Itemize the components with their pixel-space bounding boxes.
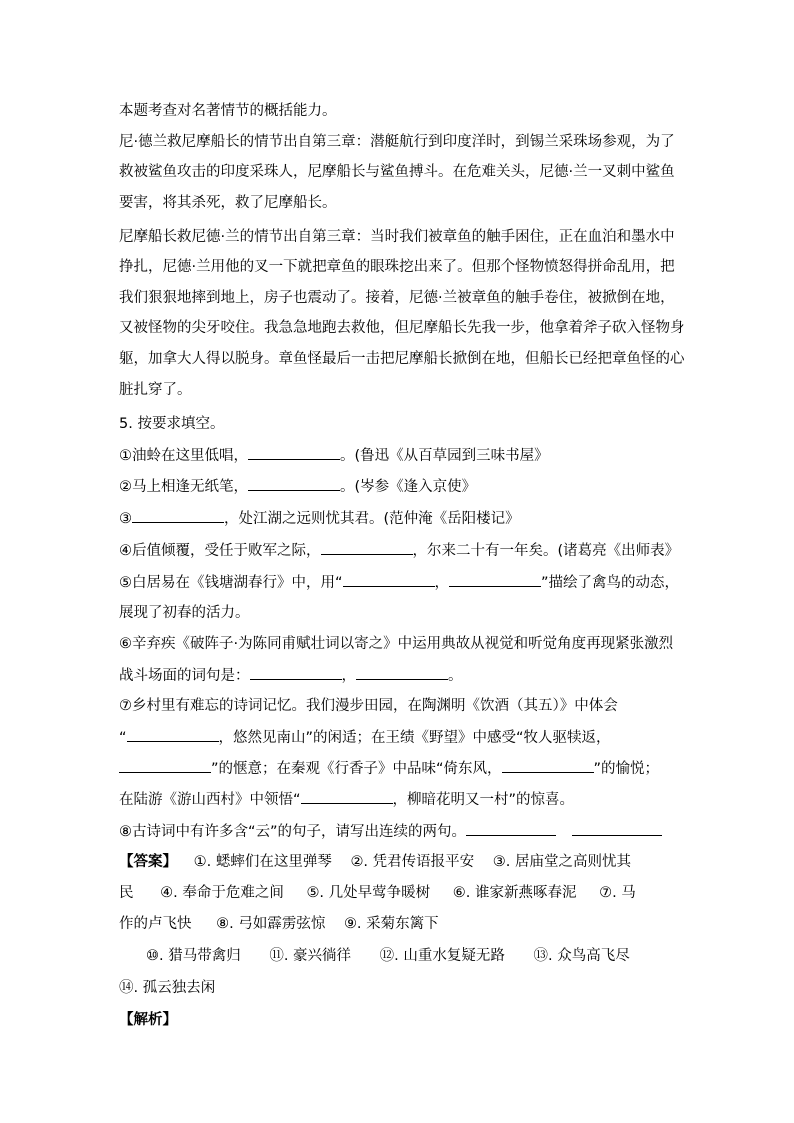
fill-item-7-line4: 在陆游《游山西村》中领悟“ ，柳暗花明又一村”的惊喜。 bbox=[119, 789, 574, 810]
fill-item-4: ④后值倾覆，受任于败军之际， ，尔来二十有一年矣。(诸葛亮《出师表》 bbox=[119, 540, 679, 561]
answer-blank[interactable] bbox=[132, 508, 224, 523]
fill-item-7-line2: “ ，悠然见南山”的闲适；在王绩《野望》中感受“牧人驱犊返， bbox=[119, 727, 611, 748]
answer-line-3: 作的卢飞快 ⑧. 弓如霹雳弦惊 ⑨. 采菊东篱下 bbox=[119, 916, 439, 932]
fill-item-7-line3: ”的惬意；在秦观《行香子》中品味“倚东风， ”的愉悦； bbox=[119, 758, 659, 779]
fill-item-6-continued: 战斗场面的词句是： ， 。 bbox=[119, 665, 463, 686]
answer-blank[interactable] bbox=[127, 727, 219, 742]
answer-blank[interactable] bbox=[343, 572, 435, 587]
fill-item-5: ⑤白居易在《钱塘湖春行》中，用“ ， ”描绘了禽鸟的动态， bbox=[119, 572, 679, 593]
fill-item-2: ②马上相逢无纸笔， 。(岑参《逢入京使》 bbox=[119, 476, 476, 497]
answer-blank[interactable] bbox=[119, 758, 211, 773]
answer-blank[interactable] bbox=[466, 821, 556, 836]
fill-item-1: ①油蛉在这里低唱， 。(鲁迅《从百草园到三味书屋》 bbox=[119, 445, 549, 466]
fill-item-6: ⑥辛弃疾《破阵子·为陈同甫赋壮词以寄之》中运用典故从视觉和听觉角度再现紧张激烈 bbox=[119, 636, 674, 652]
answer-line-4: ⑩. 猎马带禽归 ⑪. 豪兴徜徉 ⑫. 山重水复疑无路 ⑬. 众鸟高飞尽 bbox=[146, 948, 630, 964]
fill-item-8: ⑧古诗词中有许多含“云”的句子，请写出连续的两句。 bbox=[119, 821, 662, 842]
fill-item-5-continued: 展现了初春的活力。 bbox=[119, 605, 250, 621]
para1-line: 要害，将其杀死，救了尼摩船长。 bbox=[119, 195, 337, 211]
question-5-title: 5. 按要求填空。 bbox=[119, 416, 225, 432]
answer-blank[interactable] bbox=[321, 540, 413, 555]
answer-blank[interactable] bbox=[301, 789, 393, 804]
para1-line: 尼·德兰救尼摩船长的情节出自第三章：潜艇航行到印度洋时，到锡兰采珠场参观，为了 bbox=[119, 134, 675, 150]
answer-blank[interactable] bbox=[248, 476, 340, 491]
intro-text: 本题考查对名著情节的概括能力。 bbox=[119, 103, 337, 119]
answer-blank[interactable] bbox=[572, 821, 662, 836]
answer-blank[interactable] bbox=[250, 665, 342, 680]
answer-line-2: 民 ④. 奉命于危难之间 ⑤. 几处早莺争暖树 ⑥. 谁家新燕啄春泥 ⑦. 马 bbox=[119, 885, 636, 901]
fill-item-7: ⑦乡村里有难忘的诗词记忆。我们漫步田园，在陶渊明《饮酒（其五）》中体会 bbox=[119, 698, 618, 714]
para2-line: 又被怪物的尖牙咬住。我急急地跑去救他，但尼摩船长先我一步，他拿着斧子砍入怪物身 bbox=[119, 320, 685, 336]
para2-line: 我们狠狠地摔到地上，房子也震动了。接着，尼德·兰被章鱼的触手卷住，被掀倒在地， bbox=[119, 290, 675, 306]
answer-label: 【答案】 bbox=[119, 854, 177, 870]
answer-blank[interactable] bbox=[248, 445, 340, 460]
answer-blank[interactable] bbox=[502, 758, 594, 773]
answer-line-5: ⑭. 孤云独去闲 bbox=[119, 980, 216, 996]
answer-blank[interactable] bbox=[449, 572, 541, 587]
para1-line: 救被鲨鱼攻击的印度采珠人，尼摩船长与鲨鱼搏斗。在危难关头，尼德·兰一叉刺中鲨鱼 bbox=[119, 164, 675, 180]
para2-line: 脏扎穿了。 bbox=[119, 382, 192, 398]
fill-item-3: ③ ，处江湖之远则忧其君。(范仲淹《岳阳楼记》 bbox=[119, 508, 520, 529]
para2-line: 尼摩船长救尼德·兰的情节出自第三章：当时我们被章鱼的触手困住，正在血泊和墨水中 bbox=[119, 229, 675, 245]
answer-blank[interactable] bbox=[356, 665, 448, 680]
answer-line-1: 【答案】 ①. 蟋蟀们在这里弹琴 ②. 凭君传语报平安 ③. 居庙堂之高则忧其 bbox=[119, 854, 631, 870]
para2-line: 挣扎，尼德·兰用他的叉一下就把章鱼的眼珠挖出来了。但那个怪物愤怒得拼命乱用，把 bbox=[119, 259, 675, 275]
analysis-label: 【解析】 bbox=[119, 1012, 177, 1028]
para2-line: 躯，加拿大人得以脱身。章鱼怪最后一击把尼摩船长掀倒在地，但船长已经把章鱼怪的心 bbox=[119, 351, 685, 367]
